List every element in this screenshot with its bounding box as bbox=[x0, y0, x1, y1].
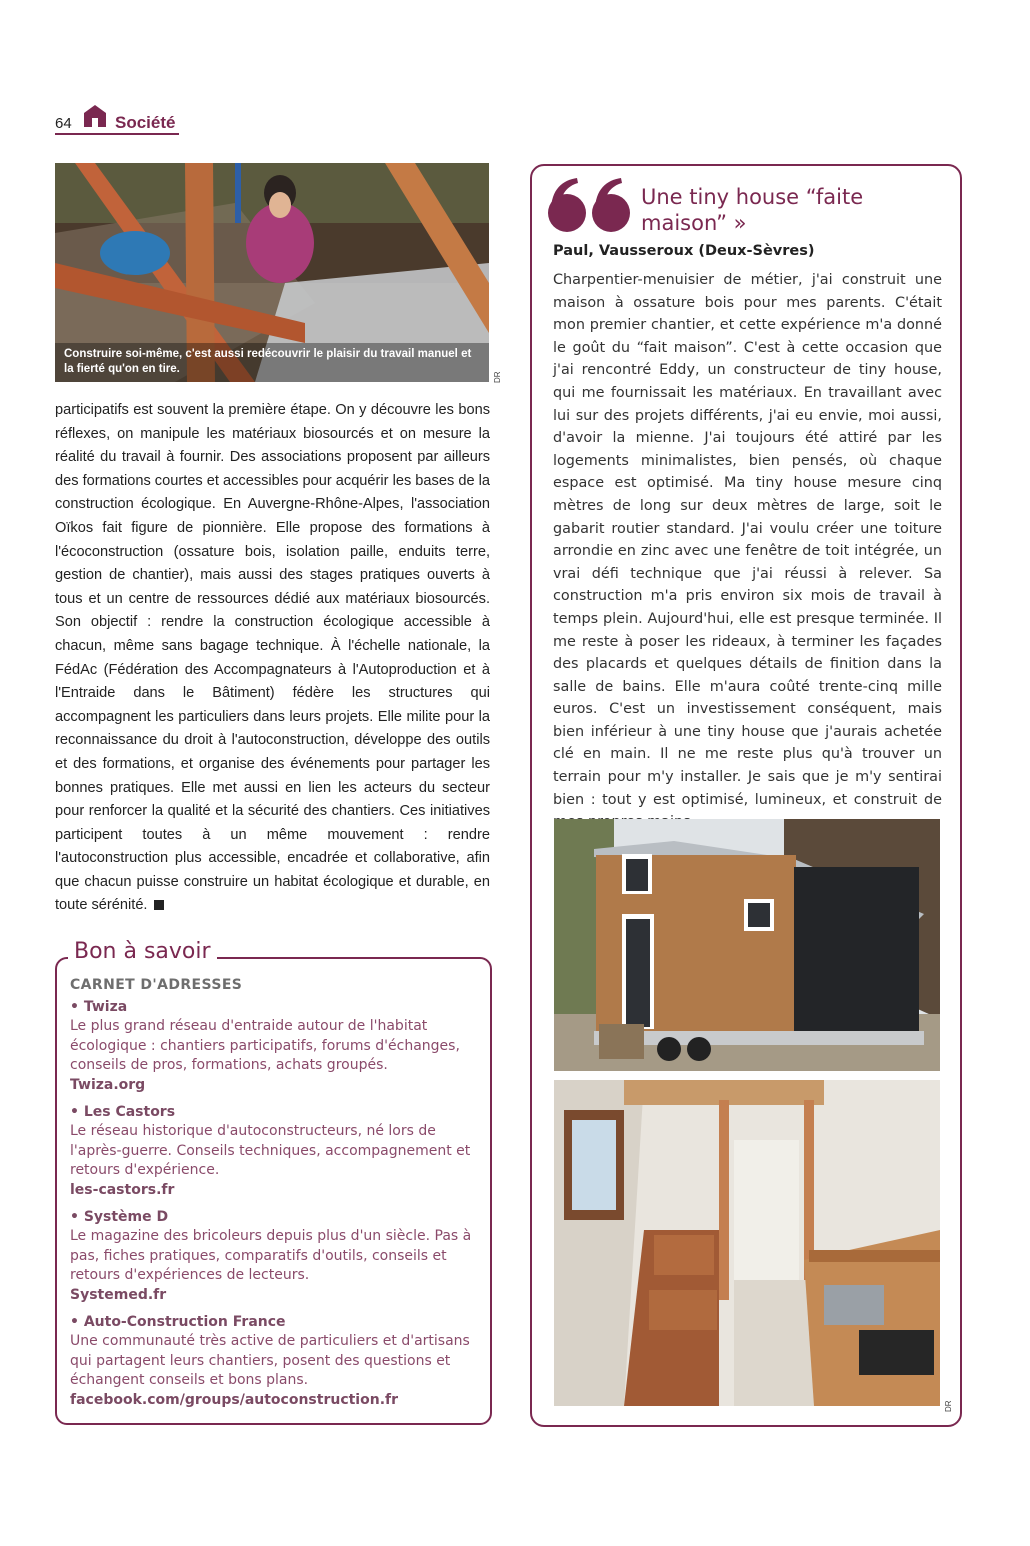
page-number: 64 bbox=[55, 115, 72, 132]
photo-credit: DR bbox=[944, 1400, 953, 1412]
address-entry bbox=[70, 1208, 480, 1306]
address-entry bbox=[70, 1313, 480, 1411]
address-description: Une communauté très active de particuliers et d'artisans qui partagent leurs chantiers, posent des questions et échangent conseils et bons plans. bbox=[70, 1333, 470, 1389]
address-link[interactable]: Systemed.fr bbox=[70, 1286, 167, 1303]
testimony-author: Paul, Vausseroux (Deux-Sèvres) bbox=[553, 243, 815, 259]
address-link[interactable]: Twiza.org bbox=[70, 1076, 146, 1093]
end-of-article-mark bbox=[154, 900, 164, 910]
address-entry bbox=[70, 1103, 480, 1201]
page-header bbox=[55, 100, 179, 136]
bon-a-savoir-title: Bon à savoir bbox=[68, 939, 217, 964]
tiny-house-interior-photo bbox=[554, 1080, 940, 1406]
house-icon bbox=[83, 104, 107, 128]
tiny-house-exterior-photo bbox=[554, 819, 940, 1071]
address-name: • Twiza bbox=[70, 998, 128, 1015]
address-book-heading: CARNET D'ADRESSES bbox=[70, 977, 243, 993]
address-entry bbox=[70, 998, 480, 1096]
construction-photo bbox=[55, 163, 489, 382]
address-name: • Système D bbox=[70, 1208, 169, 1225]
testimony-text: Charpentier-menuisier de métier, j'ai construit une maison à ossature bois pour mes parents. C'était mon premier chantier, et cette expérience m'a donné le goût du “fait maison”. C'est à cette occasion que j'ai rencontré Eddy, un constructeur de tiny house, qui me fournissait les matériaux. En travaillant avec lui sur des projets différents, j'ai eu envie, moi aussi, d'avoir la mienne. J'ai toujours été attiré par les logements minimalistes, bien pensés, où chaque espace est optimisé. Ma tiny house mesure cinq mètres de long sur deux mètres de large, soit le gabarit routier standard. J'ai voulu créer une toiture arrondie en zinc avec une fenêtre de toit intégrée, un vrai défi technique que j'ai réussi à relever. Sa construction m'a pris environ six mois de travail à temps plein. Aujourd'hui, elle est presque terminée. Il me reste à poser les rideaux, à terminer les façades des placards et quelques détails de finition dans la salle de bains. Elle m'aura coûté trente-cinq mille euros. C'est un investissement conséquent, mais bien inférieur à une tiny house que j'aurais achetée clé en main. Il ne me reste plus qu'à trouver un terrain pour m'y installer. Je sais que je m'y sentirai bien : tout y est optimisé, lumineux, et construit de bbox=[553, 272, 942, 808]
photo-caption: Construire soi-même, c'est aussi redécouvrir le plaisir du travail manuel et la fierté qu'on en tire. bbox=[64, 348, 472, 375]
address-name: • Auto-Construction France bbox=[70, 1313, 286, 1330]
article-body bbox=[55, 399, 490, 918]
photo-credit: DR bbox=[493, 371, 502, 383]
section-title: Société bbox=[115, 113, 176, 132]
address-link[interactable]: facebook.com/groups/autoconstruction.fr bbox=[70, 1391, 399, 1408]
address-link[interactable]: les-castors.fr bbox=[70, 1181, 175, 1198]
address-name: • Les Castors bbox=[70, 1103, 176, 1120]
quote-marks-icon bbox=[547, 177, 633, 233]
address-description: Le réseau historique d'autoconstructeurs, né lors de l'après-guerre. Conseils techniques, accompagnement et retours d'expérience. bbox=[70, 1123, 471, 1179]
testimony-title: Une tiny house “faite maison” » bbox=[641, 185, 864, 235]
header-underline bbox=[55, 133, 179, 135]
bon-a-savoir-content bbox=[70, 976, 480, 1417]
article-body-text: participatifs est souvent la première étape. On y découvre les bons réflexes, on manipule les matériaux biosourcés et on mesure la réalité du travail à fournir. Des associations proposent par ailleurs des formations courtes et accessibles pour acquérir les bases de la construction écologique. En Auvergne-Rhône-Alpes, l'association Oïkos fait figure de pionnière. Elle propose des formations à l'écoconstruction (ossature bois, isolation paille, enduits terre, gestion de chantier), mais aussi des stages pratiques ouverts à tous et un centre de ressources dédié aux matériaux biosourcés. Son objectif : rendre la construction écologique accessible à chacun, même sans bagage technique. À l'échelle nationale, la FédAc (Fédération des Accompagnateurs à l'Autoproduction et à l'Entraide dans le Bâtiment) fédère les structures qui accompagnent les particuliers dans leurs projets. Elle milite pour la reconnaissance du droit à l'autoconstruction, développe des outils et des formations, et organise des événements pour partager les bonnes pratiques. Elle met aussi en lien les acteurs du secteur pour renforcer la qualité et la sécurité des chantiers. Ces initiatives participent toutes à un même mouvement : rendre l'autoconstruction plus accessible, encadrée et collaborative, afin que chacun puisse construire un habitat écologique et durable, en toute sérénité. bbox=[55, 402, 490, 914]
address-description: Le plus grand réseau d'entraide autour de l'habitat écologique : chantiers participatifs, forums d'échanges, conseils de pros, formations, achats groupés. bbox=[70, 1018, 460, 1074]
address-description: Le magazine des bricoleurs depuis plus d'un siècle. Pas à pas, fiches pratiques, comparatifs d'outils, conseils et retours d'expériences de lecteurs. bbox=[70, 1228, 472, 1284]
